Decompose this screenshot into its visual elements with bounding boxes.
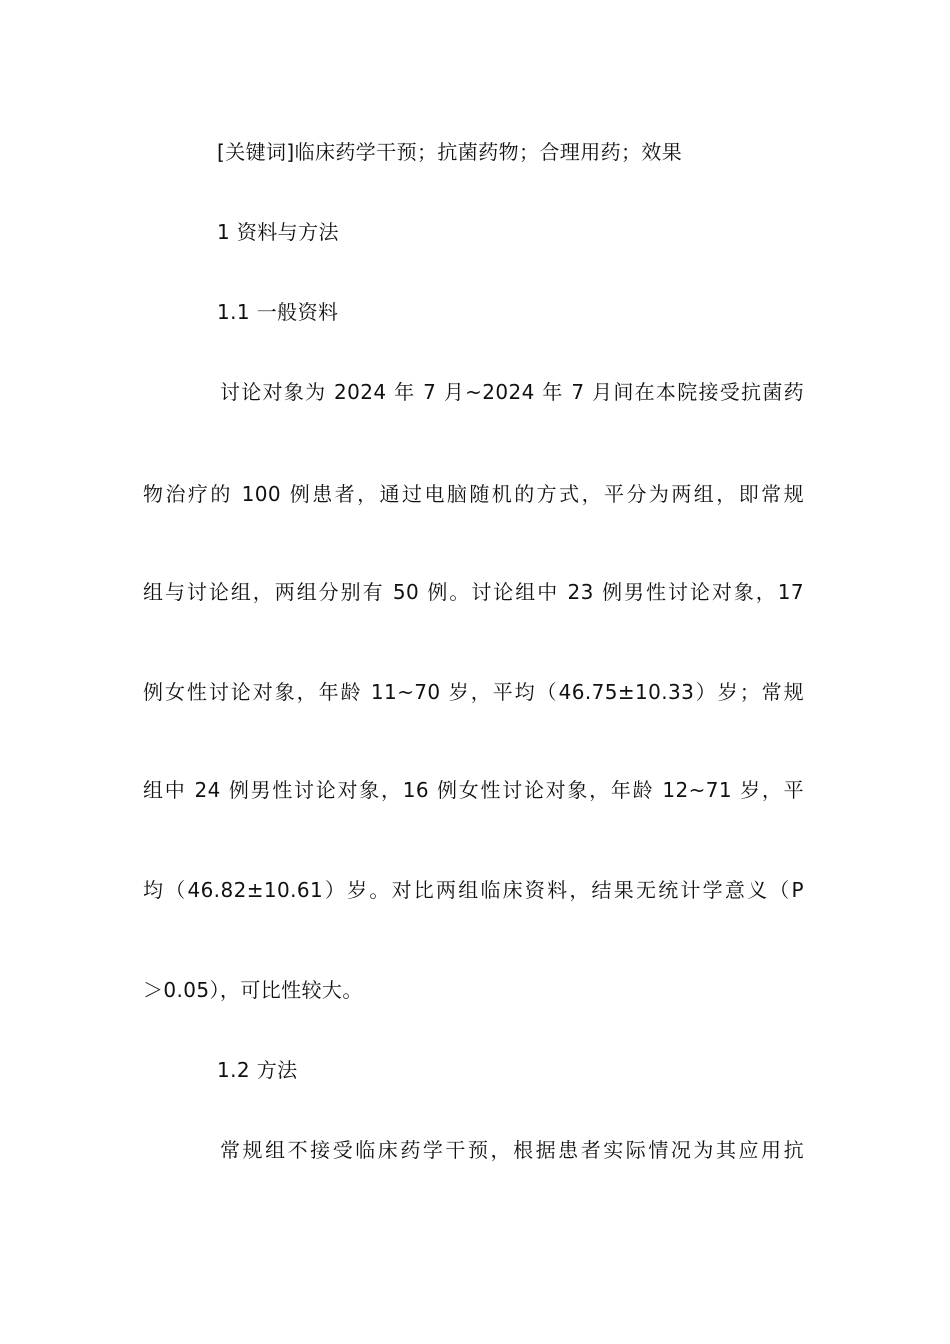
keywords-line: [关键词]临床药学干预；抗菌药物；合理用药；效果 [217, 140, 683, 164]
paragraph-line: 常规组不接受临床药学干预，根据患者实际情况为其应用抗 [220, 1138, 804, 1162]
paragraph-line: 例女性讨论对象，年龄 11~70 岁，平均（46.75±10.33）岁；常规 [143, 680, 804, 704]
section-heading-1-1: 1.1 一般资料 [217, 300, 339, 324]
paragraph-line: 组中 24 例男性讨论对象，16 例女性讨论对象，年龄 12~71 岁，平 [143, 778, 804, 802]
paragraph-line: 组与讨论组，两组分别有 50 例。讨论组中 23 例男性讨论对象，17 [143, 580, 804, 604]
paragraph-line: 讨论对象为 2024 年 7 月~2024 年 7 月间在本院接受抗菌药 [220, 380, 804, 404]
paragraph-line: 均（46.82±10.61）岁。对比两组临床资料，结果无统计学意义（P [143, 878, 804, 902]
section-heading-1: 1 资料与方法 [217, 220, 339, 244]
section-heading-1-2: 1.2 方法 [217, 1058, 298, 1082]
paragraph-line: 物治疗的 100 例患者，通过电脑随机的方式，平分为两组，即常规 [143, 482, 804, 506]
paragraph-line: ＞0.05），可比性较大。 [143, 978, 363, 1002]
